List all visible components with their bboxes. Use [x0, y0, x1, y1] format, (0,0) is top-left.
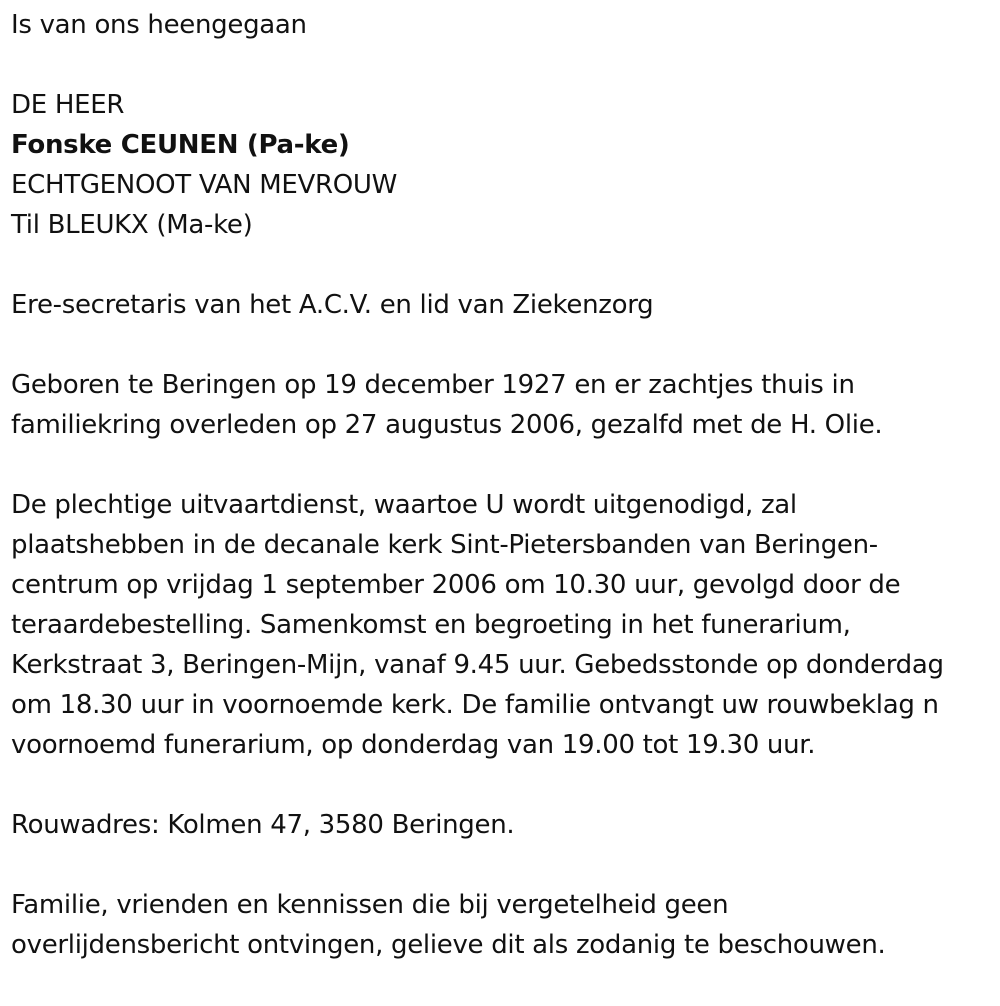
intro-text: Is van ons heengegaan — [11, 10, 307, 40]
spacer — [11, 845, 996, 885]
paragraph-line: plaatshebben in de decanale kerk Sint-Pietersbanden van Beringen- — [11, 530, 878, 560]
spacer — [11, 45, 996, 85]
paragraph-line: familiekring overleden op 27 augustus 2006, gezalfd met de H. Olie. — [11, 410, 883, 440]
paragraph-line: voornoemd funerarium, op donderdag van 19.00 tot 19.30 uur. — [11, 730, 816, 760]
spacer — [11, 765, 996, 805]
paragraph-line: Familie, vrienden en kennissen die bij vergetelheid geen — [11, 890, 729, 920]
spacer — [11, 445, 996, 485]
funeral-service-paragraph — [11, 485, 996, 765]
birth-death-paragraph — [11, 365, 996, 445]
paragraph-line: om 18.30 uur in voornoemde kerk. De familie ontvangt uw rouwbeklag n — [11, 690, 939, 720]
spacer — [11, 325, 996, 365]
mourning-address: Rouwadres: Kolmen 47, 3580 Beringen. — [11, 810, 515, 840]
deceased-name: Fonske CEUNEN (Pa-ke) — [11, 130, 350, 160]
spouse-prefix: ECHTGENOOT VAN MEVROUW — [11, 170, 398, 200]
paragraph-line: centrum op vrijdag 1 september 2006 om 10.30 uur, gevolgd door de — [11, 570, 901, 600]
role-text: Ere-secretaris van het A.C.V. en lid van Ziekenzorg — [11, 290, 654, 320]
paragraph-line: De plechtige uitvaartdienst, waartoe U wordt uitgenodigd, zal — [11, 490, 797, 520]
paragraph-line: Kerkstraat 3, Beringen-Mijn, vanaf 9.45 uur. Gebedsstonde op donderdag — [11, 650, 944, 680]
spacer — [11, 245, 996, 285]
paragraph-line: Geboren te Beringen op 19 december 1927 en er zachtjes thuis in — [11, 370, 855, 400]
paragraph-line: overlijdensbericht ontvingen, gelieve dit als zodanig te beschouwen. — [11, 930, 886, 960]
title-prefix: DE HEER — [11, 90, 125, 120]
closing-paragraph — [11, 885, 996, 965]
paragraph-line: teraardebestelling. Samenkomst en begroeting in het funerarium, — [11, 610, 851, 640]
obituary-notice — [11, 5, 996, 965]
spouse-name: Til BLEUKX (Ma-ke) — [11, 210, 253, 240]
